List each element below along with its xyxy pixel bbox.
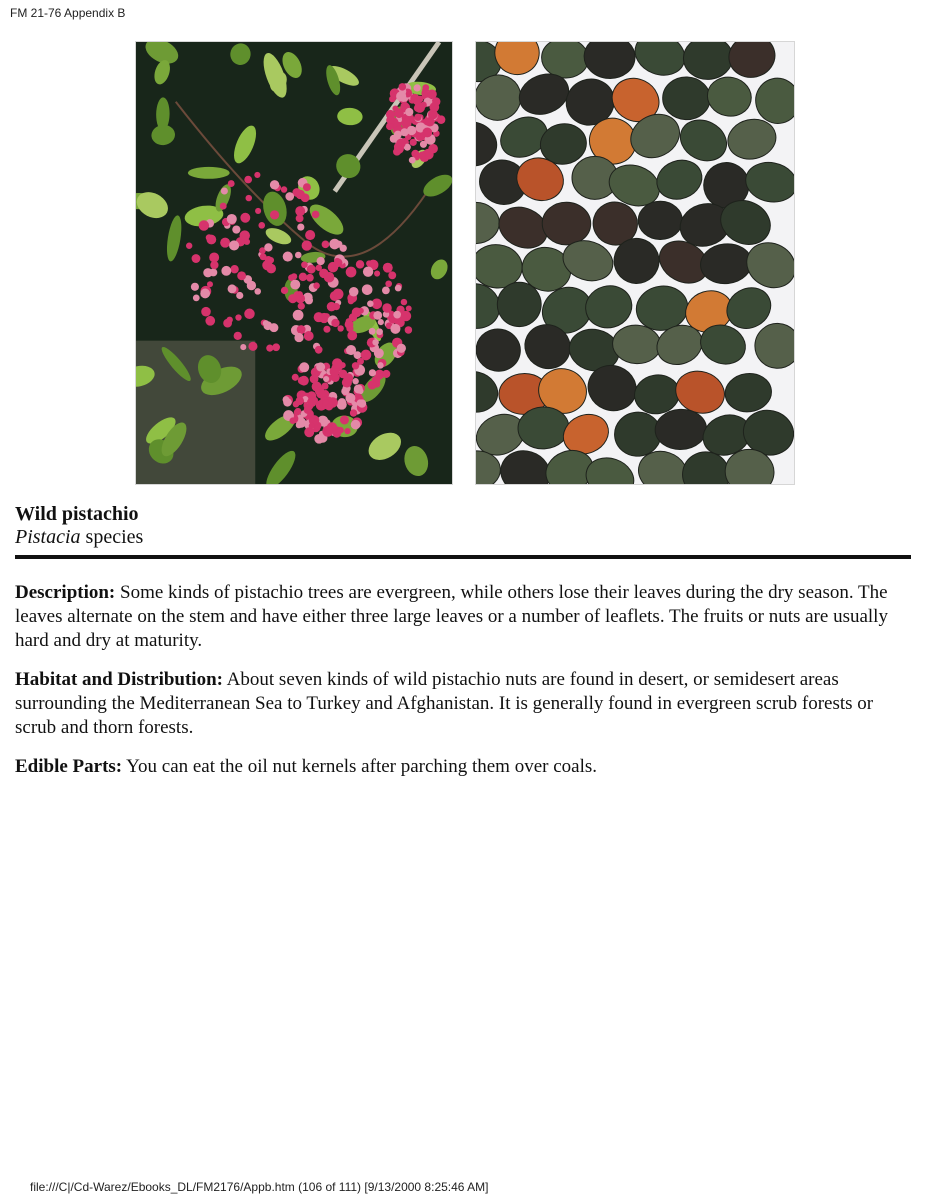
page-footer: file:///C|/Cd-Warez/Ebooks_DL/FM2176/Appb.htm (106 of 111) [9/13/2000 8:25:46 AM]	[30, 1180, 489, 1194]
species-title	[15, 503, 910, 549]
species-suffix: species	[80, 526, 144, 548]
scientific-name	[15, 525, 910, 549]
edible-parts-paragraph	[15, 755, 911, 779]
description-text: Some kinds of pistachio trees are evergreen, while others lose their leaves during the dry season. The leaves alternate on the stem and have either three large leaves or a number of leaflets. The fruits or nuts are usually hard and dry at maturity.	[15, 582, 888, 651]
pistachio-branch-photo	[135, 41, 453, 485]
habitat-label: Habitat and Distribution:	[15, 669, 223, 690]
edible-parts-text: You can eat the oil nut kernels after parching them over coals.	[122, 756, 597, 777]
description-paragraph	[15, 581, 911, 653]
species-content	[15, 581, 911, 794]
genus-name: Pistacia	[15, 526, 81, 548]
photo-row	[135, 41, 795, 485]
habitat-paragraph	[15, 668, 911, 740]
habitat-text: About seven kinds of wild pistachio nuts are found in desert, or semidesert areas surrounding the Mediterranean Sea to Turkey and Afghanistan. It is generally found in evergreen scrub forests or scrub and thorn forests.	[15, 669, 874, 738]
edible-parts-label: Edible Parts:	[15, 756, 123, 777]
section-divider	[15, 555, 911, 559]
description-label: Description:	[15, 582, 116, 603]
page-header: FM 21-76 Appendix B	[10, 6, 126, 20]
common-name: Wild pistachio	[15, 503, 139, 525]
pistachio-nuts-photo	[475, 41, 795, 485]
